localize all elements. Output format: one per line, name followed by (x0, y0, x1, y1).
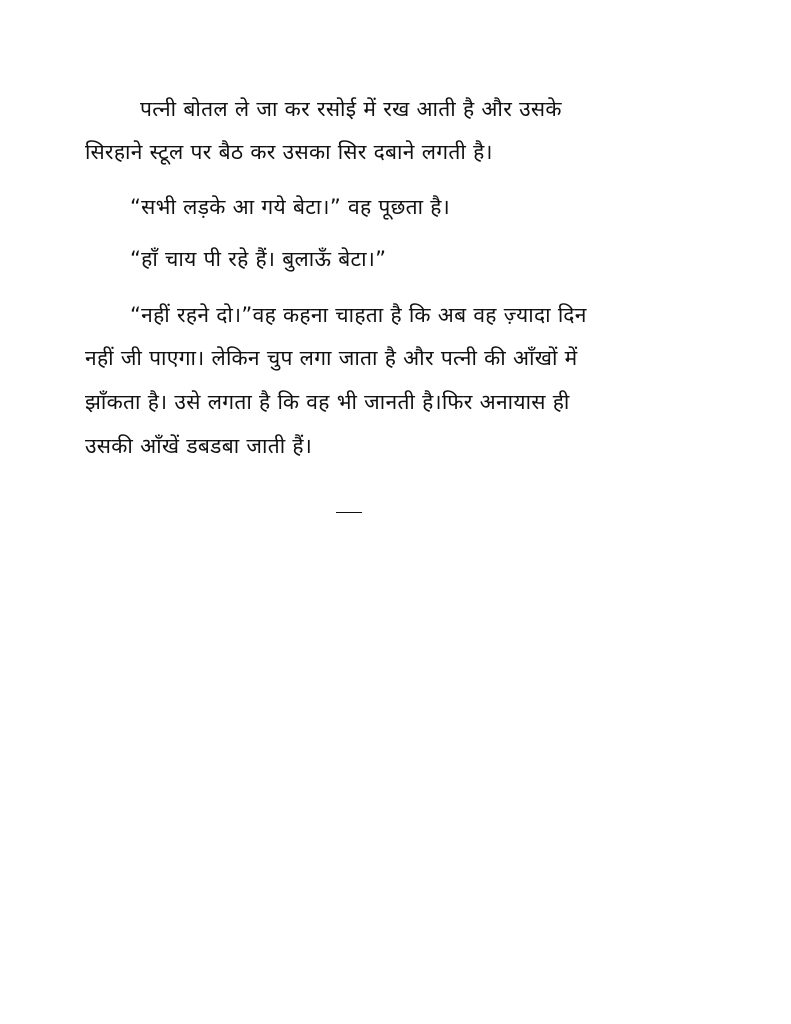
paragraph-1-line-2: सिरहाने स्टूल पर बैठ कर उसका सिर दबाने लगती है। (85, 140, 493, 164)
paragraph-4-line-2: नहीं जी पाएगा। लेकिन चुप लगा जाता है और पत्नी की आँखों में (85, 346, 578, 370)
paragraph-4-line-1: “नहीं रहने दो।”वह कहना चाहता है कि अब वह ज़्यादा दिन (130, 303, 587, 327)
paragraph-2-line-1: “सभी लड़के आ गये बेटा।” वह पूछता है। (130, 195, 451, 219)
paragraph-4-line-4: उसकी आँखें डबडबा जाती हैं। (85, 434, 313, 458)
section-separator (336, 512, 362, 513)
paragraph-3-line-1: “हाँ चाय पी रहे हैं। बुलाऊँ बेटा।” (130, 247, 387, 271)
paragraph-4-line-3: झाँकता है। उसे लगता है कि वह भी जानती है।फिर अनायास ही (85, 390, 570, 414)
paragraph-1-line-1: पत्नी बोतल ले जा कर रसोई में रख आती है और उसके (140, 97, 562, 121)
